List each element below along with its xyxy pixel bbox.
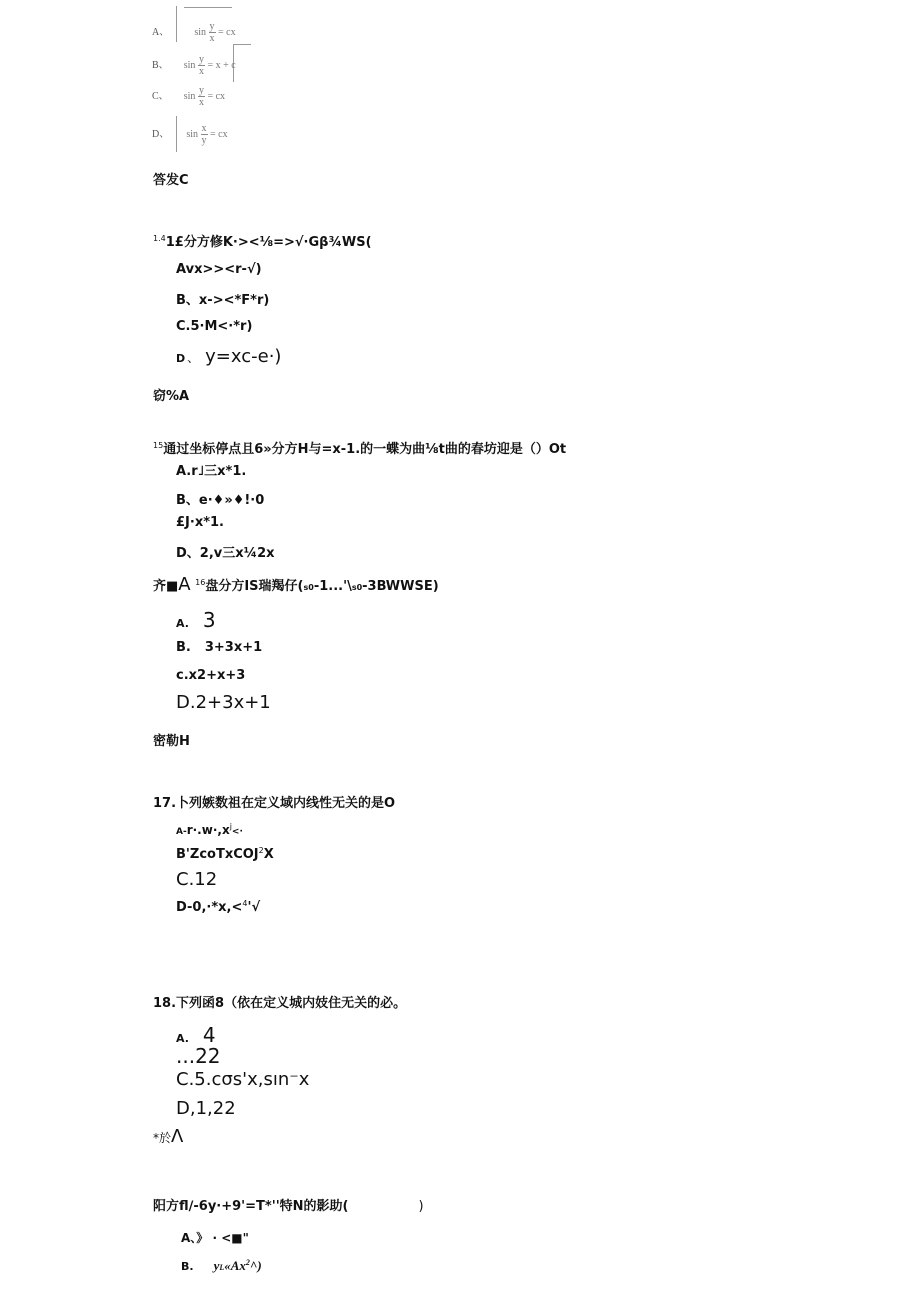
- q16-option-a: A. 3: [176, 608, 216, 632]
- q17-option-d: D-0,·*x,<$^4$'√: [176, 899, 261, 915]
- q16-option-b: B. 3+3x+1: [176, 640, 263, 655]
- q16-option-c: c.x2+x+3: [176, 668, 246, 683]
- q18-option-a: A. 4: [176, 1023, 216, 1047]
- q15-option-d: D、2,v三x¼2x: [176, 546, 275, 561]
- q16-option-d: D.2+3x+1: [176, 692, 271, 713]
- q14-option-d: D 、 y=xc-e·): [176, 346, 282, 367]
- q17-option-c: C.12: [176, 869, 218, 890]
- q13-option-b: B、 sin $\frac{y}{x}$ = x + c: [152, 54, 236, 78]
- q16-answer: 密勒H: [153, 734, 190, 749]
- q18-question: 18.下列函8（依在定义城内妓住无关的必。: [153, 996, 407, 1011]
- q15-option-c: £J·x*1.: [176, 515, 224, 530]
- q15-option-b: B、e·♦»♦!·0: [176, 493, 265, 508]
- q19-option-b: B. yL«Ax$^2$^): [181, 1258, 262, 1273]
- q13-answer: 答发C: [153, 173, 189, 188]
- q17-option-a: $A-r\cdot.w\cdot,x^j<\cdot$: [176, 822, 243, 837]
- q15-answer-and-q16-question: 齐■A $^{16}$盘分方IS瑞羯仔(s0-1...'\s0-3BWWSE): [153, 574, 439, 595]
- q18-option-d: D,1,22: [176, 1098, 236, 1119]
- q13-option-a: A、 sin $\frac{y}{x}$ = cx: [152, 21, 236, 45]
- figure-top-rule: [184, 7, 232, 8]
- q15-question: $^{15}$通过坐标停点且6»分方H与=x-1.的一蝶为曲⅛t曲的春坊迎是（）Ot: [153, 441, 567, 457]
- q18-option-c: C.5.cσs'x,sın⁻x: [176, 1069, 310, 1090]
- q14-option-a: Avx>><r-√): [176, 262, 262, 277]
- q17-option-b: B'ZcoTxCOJ$^2$X: [176, 846, 274, 862]
- q14-answer: 窃%A: [153, 389, 190, 404]
- q14-question: $^{1.4}$1£分方修K·><⅛=>√·Gβ¾WS(: [153, 234, 372, 250]
- q18-answer: *於Λ: [153, 1126, 184, 1147]
- figure-mid-rule: [233, 44, 251, 45]
- q13-option-c: C、 sin $\frac{y}{x}$ = cx: [152, 85, 226, 109]
- q14-option-c: C.5·M<·*r): [176, 319, 253, 334]
- q18-option-b: ...22: [176, 1044, 221, 1068]
- q19-option-a: A、》 · <■": [181, 1231, 249, 1245]
- q13-option-d: D、 sin $\frac{x}{y}$ = cx: [152, 123, 228, 147]
- q17-question: 17.卜列嫉数祖在定义域内线性无关的是O: [153, 796, 396, 811]
- q19-question: 阳方fl∕-6y·+9'=T*''特N的影助( ): [153, 1199, 424, 1214]
- q14-option-b: B、x-><*F*r): [176, 293, 270, 308]
- q15-option-a: A.r˩三x*1.: [176, 464, 247, 479]
